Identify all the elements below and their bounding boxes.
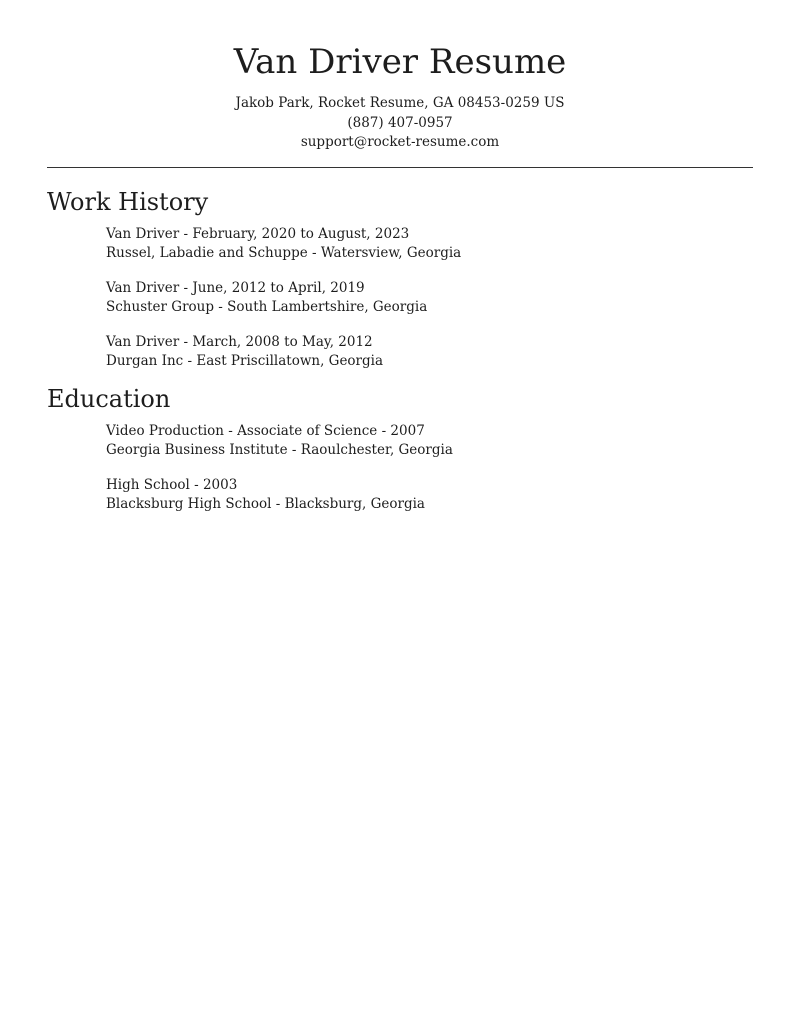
- work-entry: [106, 279, 753, 316]
- work-entry-title: Van Driver - June, 2012 to April, 2019: [106, 280, 365, 296]
- education-entry-degree: High School - 2003: [106, 477, 238, 493]
- education-section: [47, 384, 753, 530]
- work-entry-employer: Schuster Group - South Lambertshire, Georgia: [106, 298, 428, 315]
- education-entry-degree: Video Production - Associate of Science - 2007: [106, 423, 425, 439]
- contact-info: [0, 94, 800, 153]
- resume-title: Van Driver Resume: [233, 42, 567, 82]
- work-entry-title: Van Driver - March, 2008 to May, 2012: [106, 334, 373, 350]
- contact-phone: (887) 407-0957: [347, 114, 453, 131]
- work-history-list: [106, 225, 753, 370]
- education-entry: [106, 422, 753, 459]
- resume-header: [0, 0, 800, 153]
- work-history-section: [47, 187, 753, 387]
- header-divider: [47, 167, 753, 168]
- education-entry-school: Blacksburg High School - Blacksburg, Georgia: [106, 495, 425, 512]
- education-heading: Education: [47, 385, 171, 413]
- contact-address: Jakob Park, Rocket Resume, GA 08453-0259 US: [235, 95, 565, 111]
- work-entry: [106, 225, 753, 262]
- education-list: [106, 422, 753, 513]
- work-entry-employer: Durgan Inc - East Priscillatown, Georgia: [106, 352, 384, 369]
- work-entry-employer: Russel, Labadie and Schuppe - Watersview, Georgia: [106, 244, 462, 261]
- work-entry-title: Van Driver - February, 2020 to August, 2023: [106, 226, 410, 242]
- work-entry: [106, 333, 753, 370]
- work-history-heading: Work History: [47, 188, 209, 216]
- contact-email: support@rocket-resume.com: [300, 134, 500, 150]
- education-entry-school: Georgia Business Institute - Raoulchester, Georgia: [106, 441, 453, 458]
- education-entry: [106, 476, 753, 513]
